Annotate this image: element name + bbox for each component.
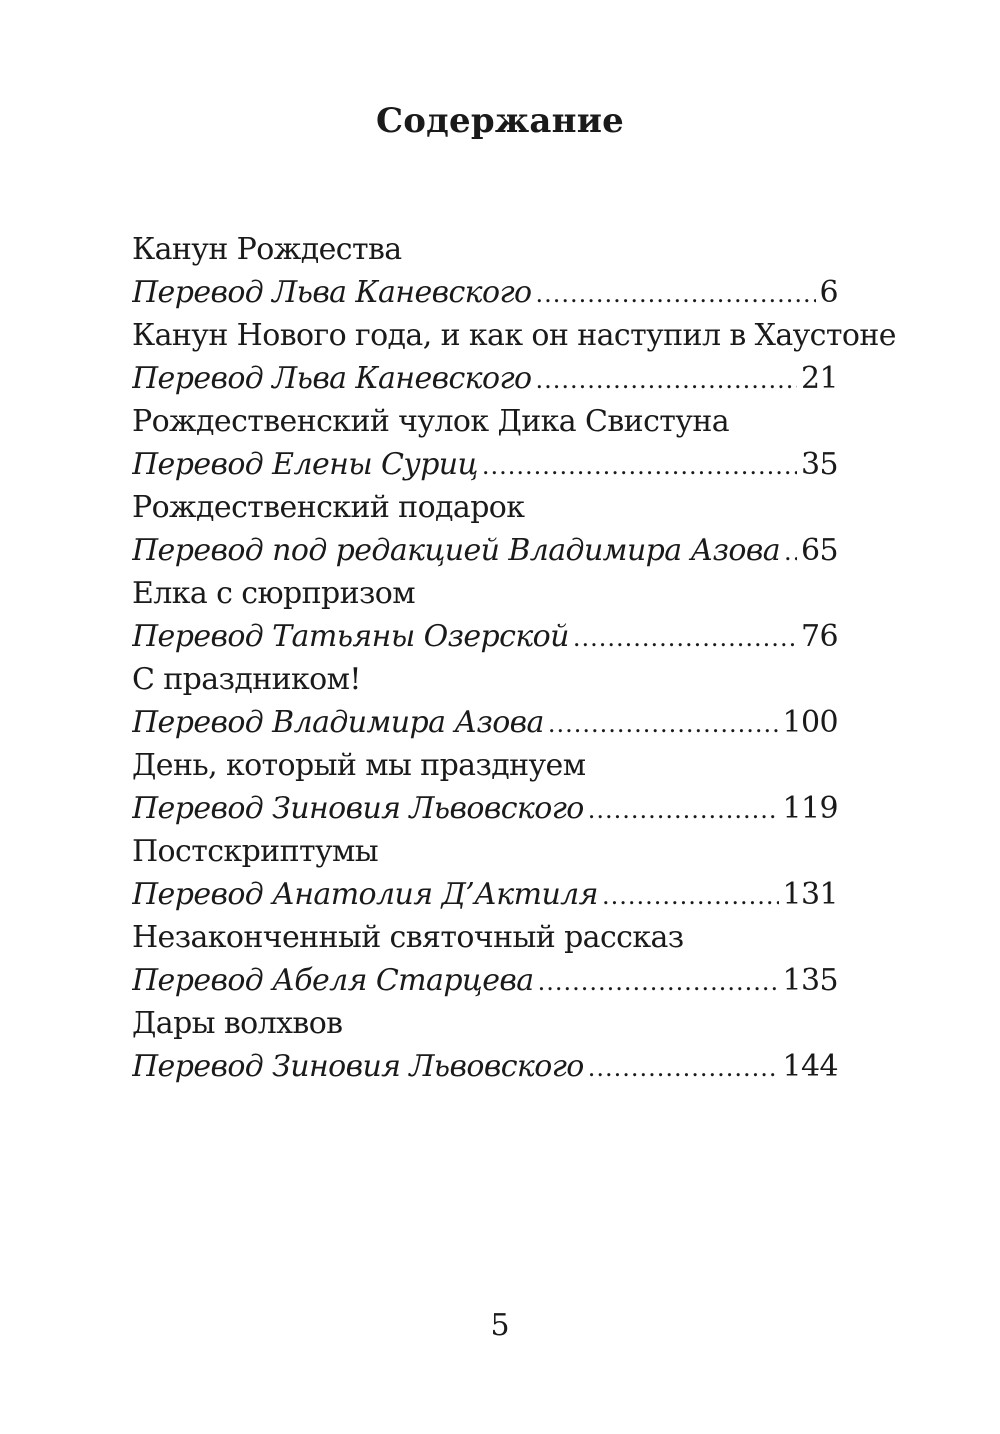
entry-translator: Перевод Зиновия Львовского — [132, 791, 584, 826]
dot-leader — [535, 273, 815, 314]
entry-page-number: 135 — [782, 963, 838, 998]
entry-page-number: 119 — [782, 791, 838, 826]
toc-entry — [132, 486, 838, 572]
dot-leader — [784, 531, 797, 572]
dot-leader — [535, 359, 797, 400]
toc-entry — [132, 314, 896, 400]
entry-title: Незаконченный святочный рассказ — [132, 920, 684, 955]
entry-translator: Перевод Татьяны Озерской — [132, 619, 569, 654]
dot-leader — [548, 703, 779, 744]
entry-translator: Перевод Льва Каневского — [132, 275, 532, 310]
entry-translator: Перевод Абеля Старцева — [132, 963, 534, 998]
entry-title: Постскриптумы — [132, 834, 379, 869]
entry-title: Канун Рождества — [132, 232, 402, 267]
entry-line — [132, 959, 838, 1002]
entry-line — [132, 357, 838, 400]
toc-entry — [132, 400, 838, 486]
entry-title: Елка с сюрпризом — [132, 576, 415, 611]
entry-page-number: 65 — [801, 533, 838, 568]
entry-translator: Перевод Елены Суриц — [132, 447, 478, 482]
toc-entry — [132, 744, 838, 830]
entry-title: Канун Нового года, и как он наступил в Хаустоне — [132, 318, 896, 353]
entry-title: День, который мы празднуем — [132, 748, 586, 783]
dot-leader — [588, 1047, 779, 1088]
entry-page-number: 21 — [801, 361, 838, 396]
entry-translator: Перевод Владимира Азова — [132, 705, 544, 740]
entry-page-number: 100 — [782, 705, 838, 740]
entry-page-number: 6 — [819, 275, 838, 310]
entry-title: Рождественский чулок Дика Свистуна — [132, 404, 730, 439]
toc-entry — [132, 916, 838, 1002]
entry-line — [132, 615, 838, 658]
page-number: 5 — [490, 1308, 510, 1343]
dot-leader — [588, 789, 779, 830]
dot-leader — [538, 961, 779, 1002]
entry-page-number: 35 — [801, 447, 838, 482]
entry-translator: Перевод Льва Каневского — [132, 361, 532, 396]
entry-line — [132, 701, 838, 744]
entry-page-number: 76 — [801, 619, 838, 654]
entry-line — [132, 787, 838, 830]
dot-leader — [573, 617, 797, 658]
entry-title: С праздником! — [132, 662, 361, 697]
entry-line — [132, 1045, 838, 1088]
dot-leader — [482, 445, 797, 486]
entry-title: Рождественский подарок — [132, 490, 525, 525]
entry-translator: Перевод Зиновия Львовского — [132, 1049, 584, 1084]
entry-page-number: 131 — [782, 877, 838, 912]
entry-translator: Перевод под редакцией Владимира Азова — [132, 533, 780, 568]
page-title: Содержание — [376, 101, 624, 141]
toc-entry — [132, 1002, 838, 1088]
toc-entry — [132, 658, 838, 744]
entry-line — [132, 529, 838, 572]
entry-translator: Перевод Анатолия Д’Актиля — [132, 877, 598, 912]
table-of-contents — [132, 228, 896, 1088]
entry-title: Дары волхвов — [132, 1006, 343, 1041]
toc-entry — [132, 228, 838, 314]
entry-page-number: 144 — [782, 1049, 838, 1084]
entry-line — [132, 443, 838, 486]
toc-entry — [132, 572, 838, 658]
entry-line — [132, 271, 838, 314]
dot-leader — [602, 875, 779, 916]
toc-entry — [132, 830, 838, 916]
entry-line — [132, 873, 838, 916]
